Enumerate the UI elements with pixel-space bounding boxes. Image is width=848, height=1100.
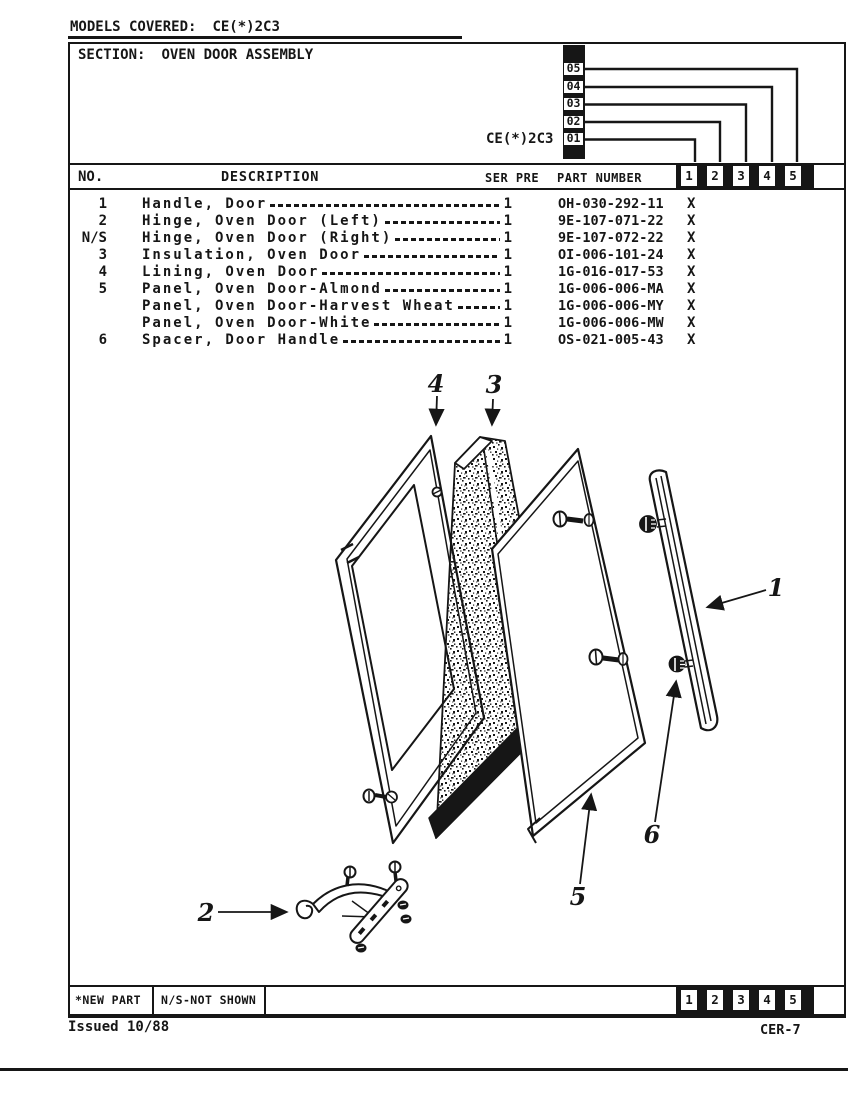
footer-column-strip bbox=[676, 987, 814, 1014]
row-description: Insulation, Oven Door bbox=[142, 247, 362, 263]
header-no: NO. bbox=[78, 169, 104, 185]
row-no: 4 bbox=[98, 264, 107, 280]
row-no: 6 bbox=[98, 332, 107, 348]
header-column-box-1: 1 bbox=[681, 166, 697, 186]
row-no: 5 bbox=[98, 281, 107, 297]
row-qty: 1 bbox=[503, 247, 512, 263]
row-description: Handle, Door bbox=[142, 196, 268, 212]
row-part-number: 1G-006-006-MW bbox=[558, 315, 664, 331]
callout-6-spacer: 6 bbox=[643, 820, 661, 849]
callout-5-panel: 5 bbox=[569, 882, 587, 911]
row-part-number: 1G-016-017-53 bbox=[558, 264, 664, 280]
header-column-box-3: 3 bbox=[733, 166, 749, 186]
connector-model-label: CE(*)2C3 bbox=[486, 131, 554, 147]
door-handle bbox=[650, 470, 718, 730]
row-no: 1 bbox=[98, 196, 107, 212]
row-mark: X bbox=[687, 281, 696, 297]
footer-column-box-5: 5 bbox=[785, 990, 801, 1010]
row-part-number: OH-030-292-11 bbox=[558, 196, 664, 212]
lining-screw bbox=[364, 790, 398, 803]
row-no: 2 bbox=[98, 213, 107, 229]
row-part-number: 9E-107-072-22 bbox=[558, 230, 664, 246]
row-part-number: 9E-107-071-22 bbox=[558, 213, 664, 229]
series-box-04: 04 bbox=[563, 80, 584, 94]
hinge-assembly bbox=[297, 862, 411, 953]
series-box-01: 01 bbox=[563, 132, 584, 146]
row-mark: X bbox=[687, 213, 696, 229]
header-column-box-5: 5 bbox=[785, 166, 801, 186]
models-covered-value: CE(*)2C3 bbox=[212, 19, 280, 35]
footer-column-box-4: 4 bbox=[759, 990, 775, 1010]
series-box-05: 05 bbox=[563, 62, 584, 76]
callout-3-insulation: 3 bbox=[485, 370, 503, 399]
row-description: Panel, Oven Door-Almond bbox=[142, 281, 382, 297]
row-mark: X bbox=[687, 315, 696, 331]
series-box-02: 02 bbox=[563, 115, 584, 129]
callout-2-hinge: 2 bbox=[197, 898, 215, 927]
row-mark: X bbox=[687, 298, 696, 314]
row-description: Lining, Oven Door bbox=[142, 264, 320, 280]
page-code: CER-7 bbox=[760, 1022, 801, 1038]
header-description: DESCRIPTION bbox=[221, 169, 320, 185]
row-description: Panel, Oven Door-White bbox=[142, 315, 372, 331]
not-shown-legend: N/S-NOT SHOWN bbox=[154, 987, 266, 1014]
row-mark: X bbox=[687, 264, 696, 280]
footer-empty-cell bbox=[266, 987, 678, 1014]
footer-column-box-1: 1 bbox=[681, 990, 697, 1010]
row-mark: X bbox=[687, 247, 696, 263]
row-part-number: OS-021-005-43 bbox=[558, 332, 664, 348]
row-part-number: OI-006-101-24 bbox=[558, 247, 664, 263]
footer-legend-bar bbox=[68, 985, 846, 1016]
row-qty: 1 bbox=[503, 298, 512, 314]
series-connector-lines bbox=[585, 69, 797, 162]
callout-4-lining: 4 bbox=[427, 369, 445, 398]
row-qty: 1 bbox=[503, 264, 512, 280]
footer-column-box-2: 2 bbox=[707, 990, 723, 1010]
callout-1-handle: 1 bbox=[767, 573, 785, 602]
row-part-number: 1G-006-006-MA bbox=[558, 281, 664, 297]
footer-column-box-3: 3 bbox=[733, 990, 749, 1010]
row-no: N/S bbox=[81, 230, 107, 246]
row-description: Hinge, Oven Door (Left) bbox=[142, 213, 382, 229]
section-label: SECTION: bbox=[78, 47, 146, 63]
series-box-03: 03 bbox=[563, 97, 584, 111]
row-qty: 1 bbox=[503, 315, 512, 331]
row-qty: 1 bbox=[503, 281, 512, 297]
row-qty: 1 bbox=[503, 196, 512, 212]
issued-date: Issued 10/88 bbox=[68, 1019, 170, 1035]
row-qty: 1 bbox=[503, 213, 512, 229]
header-part-number: PART NUMBER bbox=[557, 171, 642, 185]
row-part-number: 1G-006-006-MY bbox=[558, 298, 664, 314]
row-qty: 1 bbox=[503, 230, 512, 246]
header-column-box-2: 2 bbox=[707, 166, 723, 186]
row-mark: X bbox=[687, 196, 696, 212]
row-description: Hinge, Oven Door (Right) bbox=[142, 230, 393, 246]
row-qty: 1 bbox=[503, 332, 512, 348]
row-mark: X bbox=[687, 230, 696, 246]
header-column-box-4: 4 bbox=[759, 166, 775, 186]
header-ser-pre: SER PRE bbox=[485, 171, 540, 185]
row-no: 3 bbox=[98, 247, 107, 263]
new-part-legend: *NEW PART bbox=[70, 987, 154, 1014]
section-value: OVEN DOOR ASSEMBLY bbox=[161, 47, 314, 63]
bottom-rule bbox=[0, 1068, 848, 1071]
row-mark: X bbox=[687, 332, 696, 348]
row-description: Panel, Oven Door-Harvest Wheat bbox=[142, 298, 455, 314]
models-covered-label: MODELS COVERED: bbox=[70, 19, 197, 35]
row-description: Spacer, Door Handle bbox=[142, 332, 341, 348]
